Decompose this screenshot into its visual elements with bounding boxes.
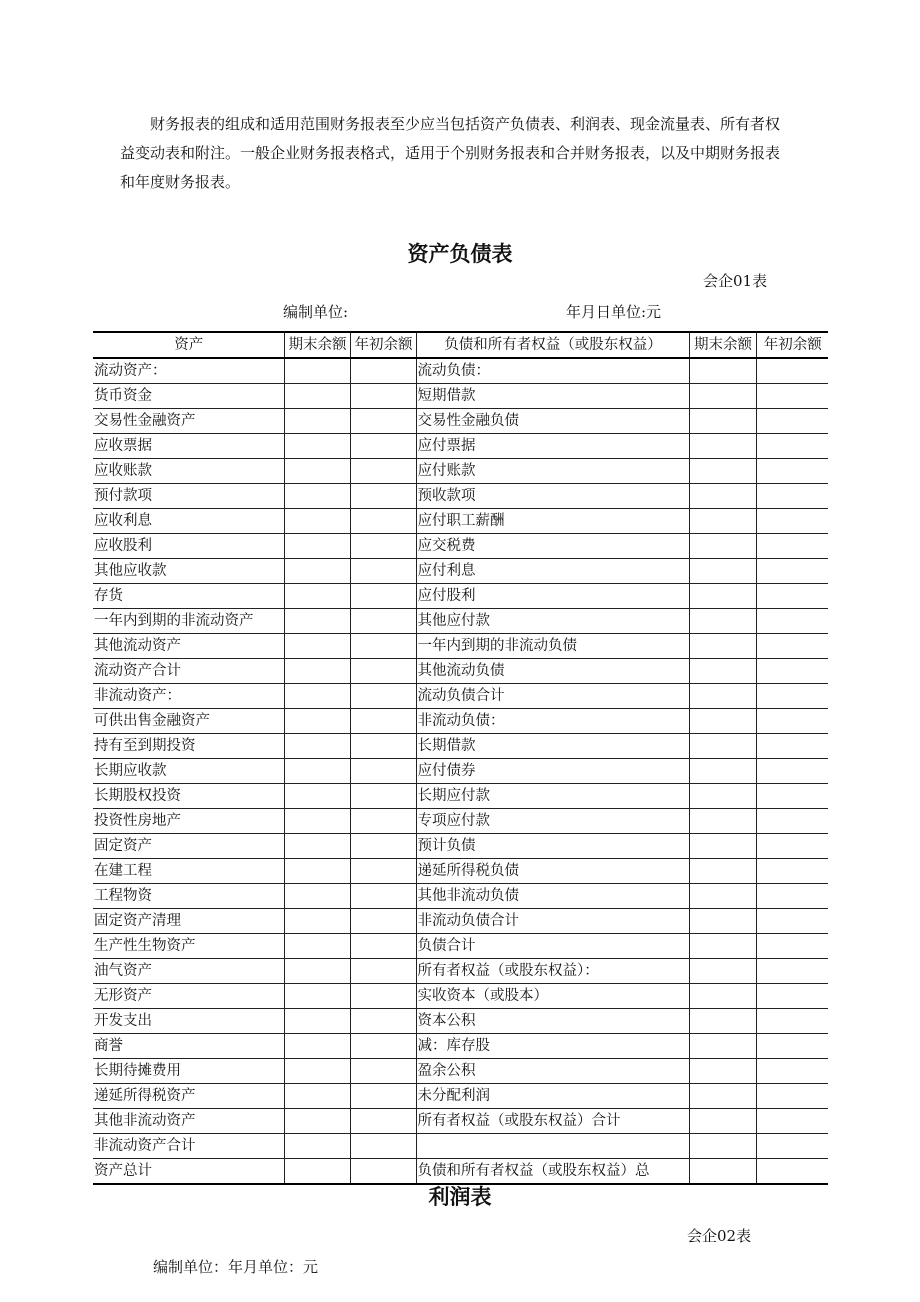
asset-label: 油气资产 [93, 959, 284, 984]
table-row [93, 509, 828, 534]
asset-begin-balance-cell [350, 459, 416, 484]
liability-label: 非流动负债： [416, 709, 689, 734]
liability-label: 短期借款 [416, 384, 689, 409]
liability-label: 交易性金融负债 [416, 409, 689, 434]
liability-begin-balance-cell [756, 859, 828, 884]
asset-begin-balance-cell [350, 959, 416, 984]
asset-begin-balance-cell [350, 1009, 416, 1034]
asset-label: 长期应收款 [93, 759, 284, 784]
liability-label: 长期借款 [416, 734, 689, 759]
liability-end-balance-cell [689, 609, 756, 634]
header-end-balance-2: 期末余额 [689, 332, 756, 358]
liability-end-balance-cell [689, 358, 756, 384]
table-row [93, 459, 828, 484]
asset-begin-balance-cell [350, 709, 416, 734]
liability-begin-balance-cell [756, 358, 828, 384]
asset-end-balance-cell [284, 1034, 350, 1059]
liability-end-balance-cell [689, 934, 756, 959]
liability-end-balance-cell [689, 834, 756, 859]
table-row [93, 934, 828, 959]
liability-label: 其他应付款 [416, 609, 689, 634]
liability-end-balance-cell [689, 1009, 756, 1034]
asset-end-balance-cell [284, 434, 350, 459]
asset-begin-balance-cell [350, 1084, 416, 1109]
liability-label: 所有者权益（或股东权益）： [416, 959, 689, 984]
asset-label: 非流动资产合计 [93, 1134, 284, 1159]
intro-paragraph: 财务报表的组成和适用范围财务报表至少应当包括资产负债表、利润表、现金流量表、所有者权益变动表和附注。一般企业财务报表格式，适用于个别财务报表和合并财务报表，以及中期财务报表和年度财务报表。 [120, 115, 781, 191]
liability-begin-balance-cell [756, 634, 828, 659]
asset-label: 其他应收款 [93, 559, 284, 584]
liability-label: 应付账款 [416, 459, 689, 484]
asset-end-balance-cell [284, 934, 350, 959]
liability-begin-balance-cell [756, 684, 828, 709]
liability-label: 应付利息 [416, 559, 689, 584]
liability-label: 其他流动负债 [416, 659, 689, 684]
liability-begin-balance-cell [756, 734, 828, 759]
liability-label: 实收资本（或股本） [416, 984, 689, 1009]
asset-end-balance-cell [284, 484, 350, 509]
asset-begin-balance-cell [350, 634, 416, 659]
liability-begin-balance-cell [756, 1059, 828, 1084]
asset-label: 固定资产清理 [93, 909, 284, 934]
liability-begin-balance-cell [756, 409, 828, 434]
asset-label: 投资性房地产 [93, 809, 284, 834]
liability-label: 非流动负债合计 [416, 909, 689, 934]
liability-begin-balance-cell [756, 959, 828, 984]
asset-label: 递延所得税资产 [93, 1084, 284, 1109]
asset-label: 非流动资产： [93, 684, 284, 709]
liability-label: 专项应付款 [416, 809, 689, 834]
liability-end-balance-cell [689, 959, 756, 984]
asset-end-balance-cell [284, 358, 350, 384]
liability-label: 负债和所有者权益（或股东权益）总 [416, 1159, 689, 1185]
liability-end-balance-cell [689, 1109, 756, 1134]
table-row [93, 609, 828, 634]
date-unit-label: 年月日单位:元 [566, 303, 662, 321]
asset-begin-balance-cell [350, 859, 416, 884]
liability-label: 应付债券 [416, 759, 689, 784]
liability-begin-balance-cell [756, 584, 828, 609]
liability-end-balance-cell [689, 809, 756, 834]
asset-begin-balance-cell [350, 984, 416, 1009]
asset-begin-balance-cell [350, 509, 416, 534]
table-row [93, 434, 828, 459]
table-row [93, 809, 828, 834]
table-row [93, 584, 828, 609]
asset-end-balance-cell [284, 659, 350, 684]
table-header-row [93, 332, 828, 358]
liability-label: 应交税费 [416, 534, 689, 559]
liability-end-balance-cell [689, 709, 756, 734]
asset-end-balance-cell [284, 609, 350, 634]
asset-label: 应收利息 [93, 509, 284, 534]
asset-begin-balance-cell [350, 1134, 416, 1159]
asset-begin-balance-cell [350, 609, 416, 634]
liability-end-balance-cell [689, 384, 756, 409]
liability-begin-balance-cell [756, 1009, 828, 1034]
asset-begin-balance-cell [350, 1109, 416, 1134]
asset-begin-balance-cell [350, 409, 416, 434]
liability-end-balance-cell [689, 784, 756, 809]
table-row [93, 659, 828, 684]
liability-begin-balance-cell [756, 509, 828, 534]
asset-end-balance-cell [284, 634, 350, 659]
liability-label: 负债合计 [416, 934, 689, 959]
table-row [93, 909, 828, 934]
asset-end-balance-cell [284, 409, 350, 434]
liability-end-balance-cell [689, 734, 756, 759]
table-row [93, 884, 828, 909]
asset-begin-balance-cell [350, 934, 416, 959]
liability-label: 预计负债 [416, 834, 689, 859]
liability-begin-balance-cell [756, 759, 828, 784]
liability-label: 预收款项 [416, 484, 689, 509]
asset-end-balance-cell [284, 884, 350, 909]
asset-label: 生产性生物资产 [93, 934, 284, 959]
liability-label: 流动负债： [416, 358, 689, 384]
table-row [93, 1134, 828, 1159]
asset-end-balance-cell [284, 384, 350, 409]
asset-label: 无形资产 [93, 984, 284, 1009]
table-row [93, 484, 828, 509]
asset-label: 长期待摊费用 [93, 1059, 284, 1084]
asset-label: 其他非流动资产 [93, 1109, 284, 1134]
asset-begin-balance-cell [350, 734, 416, 759]
liability-begin-balance-cell [756, 784, 828, 809]
header-end-balance: 期末余额 [284, 332, 350, 358]
asset-begin-balance-cell [350, 559, 416, 584]
liability-begin-balance-cell [756, 434, 828, 459]
asset-begin-balance-cell [350, 434, 416, 459]
liability-begin-balance-cell [756, 1034, 828, 1059]
liability-label: 递延所得税负债 [416, 859, 689, 884]
asset-end-balance-cell [284, 1109, 350, 1134]
asset-label: 流动资产： [93, 358, 284, 384]
liability-begin-balance-cell [756, 834, 828, 859]
table-row [93, 684, 828, 709]
balance-sheet-body [93, 358, 828, 1184]
asset-label: 开发支出 [93, 1009, 284, 1034]
liability-end-balance-cell [689, 759, 756, 784]
asset-label: 一年内到期的非流动资产 [93, 609, 284, 634]
asset-end-balance-cell [284, 559, 350, 584]
liability-end-balance-cell [689, 434, 756, 459]
liability-begin-balance-cell [756, 484, 828, 509]
liability-begin-balance-cell [756, 709, 828, 734]
liability-end-balance-cell [689, 1084, 756, 1109]
asset-label: 可供出售金融资产 [93, 709, 284, 734]
liability-begin-balance-cell [756, 909, 828, 934]
asset-label: 存货 [93, 584, 284, 609]
liability-begin-balance-cell [756, 534, 828, 559]
liability-label: 应付职工薪酬 [416, 509, 689, 534]
asset-label: 资产总计 [93, 1159, 284, 1185]
liability-label: 应付股利 [416, 584, 689, 609]
liability-begin-balance-cell [756, 609, 828, 634]
table-row [93, 984, 828, 1009]
income-prepared-line: 编制单位：年月单位：元 [153, 1258, 319, 1276]
asset-end-balance-cell [284, 809, 350, 834]
table-row [93, 759, 828, 784]
table-row [93, 358, 828, 384]
prepared-by-label: 编制单位: [283, 303, 349, 321]
asset-end-balance-cell [284, 534, 350, 559]
asset-end-balance-cell [284, 909, 350, 934]
asset-begin-balance-cell [350, 784, 416, 809]
asset-label: 长期股权投资 [93, 784, 284, 809]
liability-end-balance-cell [689, 1034, 756, 1059]
liability-end-balance-cell [689, 534, 756, 559]
liability-begin-balance-cell [756, 1109, 828, 1134]
balance-sheet-code: 会企01表 [703, 272, 768, 290]
header-begin-balance-2: 年初余额 [756, 332, 828, 358]
liability-begin-balance-cell [756, 984, 828, 1009]
asset-end-balance-cell [284, 584, 350, 609]
asset-begin-balance-cell [350, 834, 416, 859]
asset-end-balance-cell [284, 1084, 350, 1109]
table-row [93, 559, 828, 584]
asset-label: 商誉 [93, 1034, 284, 1059]
table-row [93, 1034, 828, 1059]
liability-label: 所有者权益（或股东权益）合计 [416, 1109, 689, 1134]
liability-label: 一年内到期的非流动负债 [416, 634, 689, 659]
asset-begin-balance-cell [350, 1059, 416, 1084]
liability-end-balance-cell [689, 684, 756, 709]
asset-label: 流动资产合计 [93, 659, 284, 684]
table-row [93, 709, 828, 734]
asset-begin-balance-cell [350, 1034, 416, 1059]
asset-label: 固定资产 [93, 834, 284, 859]
asset-begin-balance-cell [350, 584, 416, 609]
table-row [93, 1059, 828, 1084]
asset-label: 交易性金融资产 [93, 409, 284, 434]
table-row [93, 959, 828, 984]
liability-end-balance-cell [689, 559, 756, 584]
asset-end-balance-cell [284, 759, 350, 784]
asset-begin-balance-cell [350, 809, 416, 834]
liability-label: 盈余公积 [416, 1059, 689, 1084]
liability-label [416, 1134, 689, 1159]
liability-end-balance-cell [689, 909, 756, 934]
table-row [93, 409, 828, 434]
table-row [93, 859, 828, 884]
asset-end-balance-cell [284, 684, 350, 709]
table-row [93, 734, 828, 759]
asset-end-balance-cell [284, 834, 350, 859]
balance-sheet-title: 资产负债表 [407, 242, 513, 266]
liability-end-balance-cell [689, 459, 756, 484]
liability-label: 流动负债合计 [416, 684, 689, 709]
liability-begin-balance-cell [756, 1134, 828, 1159]
asset-end-balance-cell [284, 959, 350, 984]
liability-begin-balance-cell [756, 884, 828, 909]
liability-end-balance-cell [689, 509, 756, 534]
asset-begin-balance-cell [350, 358, 416, 384]
liability-label: 减：库存股 [416, 1034, 689, 1059]
asset-begin-balance-cell [350, 909, 416, 934]
asset-label: 在建工程 [93, 859, 284, 884]
liability-end-balance-cell [689, 409, 756, 434]
liability-begin-balance-cell [756, 559, 828, 584]
table-row [93, 1009, 828, 1034]
liability-begin-balance-cell [756, 384, 828, 409]
asset-end-balance-cell [284, 1009, 350, 1034]
liability-label: 其他非流动负债 [416, 884, 689, 909]
asset-begin-balance-cell [350, 484, 416, 509]
liability-end-balance-cell [689, 1134, 756, 1159]
liability-label: 应付票据 [416, 434, 689, 459]
header-begin-balance: 年初余额 [350, 332, 416, 358]
liability-begin-balance-cell [756, 1084, 828, 1109]
asset-end-balance-cell [284, 709, 350, 734]
asset-end-balance-cell [284, 734, 350, 759]
liability-end-balance-cell [689, 634, 756, 659]
asset-end-balance-cell [284, 984, 350, 1009]
asset-label: 应收票据 [93, 434, 284, 459]
asset-begin-balance-cell [350, 534, 416, 559]
liability-begin-balance-cell [756, 934, 828, 959]
asset-begin-balance-cell [350, 759, 416, 784]
table-row [93, 634, 828, 659]
table-row [93, 834, 828, 859]
table-row [93, 1084, 828, 1109]
asset-label: 货币资金 [93, 384, 284, 409]
liability-end-balance-cell [689, 859, 756, 884]
asset-end-balance-cell [284, 459, 350, 484]
liability-end-balance-cell [689, 984, 756, 1009]
table-row [93, 534, 828, 559]
asset-end-balance-cell [284, 1134, 350, 1159]
table-row [93, 1109, 828, 1134]
liability-end-balance-cell [689, 659, 756, 684]
asset-label: 持有至到期投资 [93, 734, 284, 759]
table-row [93, 384, 828, 409]
header-liabilities-equity: 负债和所有者权益（或股东权益） [416, 332, 689, 358]
asset-label: 预付款项 [93, 484, 284, 509]
asset-label: 应收账款 [93, 459, 284, 484]
asset-label: 其他流动资产 [93, 634, 284, 659]
liability-begin-balance-cell [756, 809, 828, 834]
liability-label: 长期应付款 [416, 784, 689, 809]
income-statement-code: 会企02表 [687, 1227, 752, 1245]
income-statement-title: 利润表 [428, 1185, 492, 1209]
balance-sheet-table [93, 331, 828, 1185]
asset-end-balance-cell [284, 859, 350, 884]
liability-end-balance-cell [689, 484, 756, 509]
liability-label: 资本公积 [416, 1009, 689, 1034]
asset-begin-balance-cell [350, 384, 416, 409]
liability-begin-balance-cell [756, 659, 828, 684]
asset-begin-balance-cell [350, 659, 416, 684]
asset-label: 应收股利 [93, 534, 284, 559]
asset-end-balance-cell [284, 1059, 350, 1084]
liability-begin-balance-cell [756, 459, 828, 484]
header-assets: 资产 [93, 332, 284, 358]
asset-end-balance-cell [284, 509, 350, 534]
liability-end-balance-cell [689, 584, 756, 609]
liability-end-balance-cell [689, 1059, 756, 1084]
asset-label: 工程物资 [93, 884, 284, 909]
liability-end-balance-cell [689, 884, 756, 909]
asset-end-balance-cell [284, 784, 350, 809]
table-row [93, 784, 828, 809]
liability-label: 未分配利润 [416, 1084, 689, 1109]
asset-begin-balance-cell [350, 684, 416, 709]
asset-begin-balance-cell [350, 884, 416, 909]
